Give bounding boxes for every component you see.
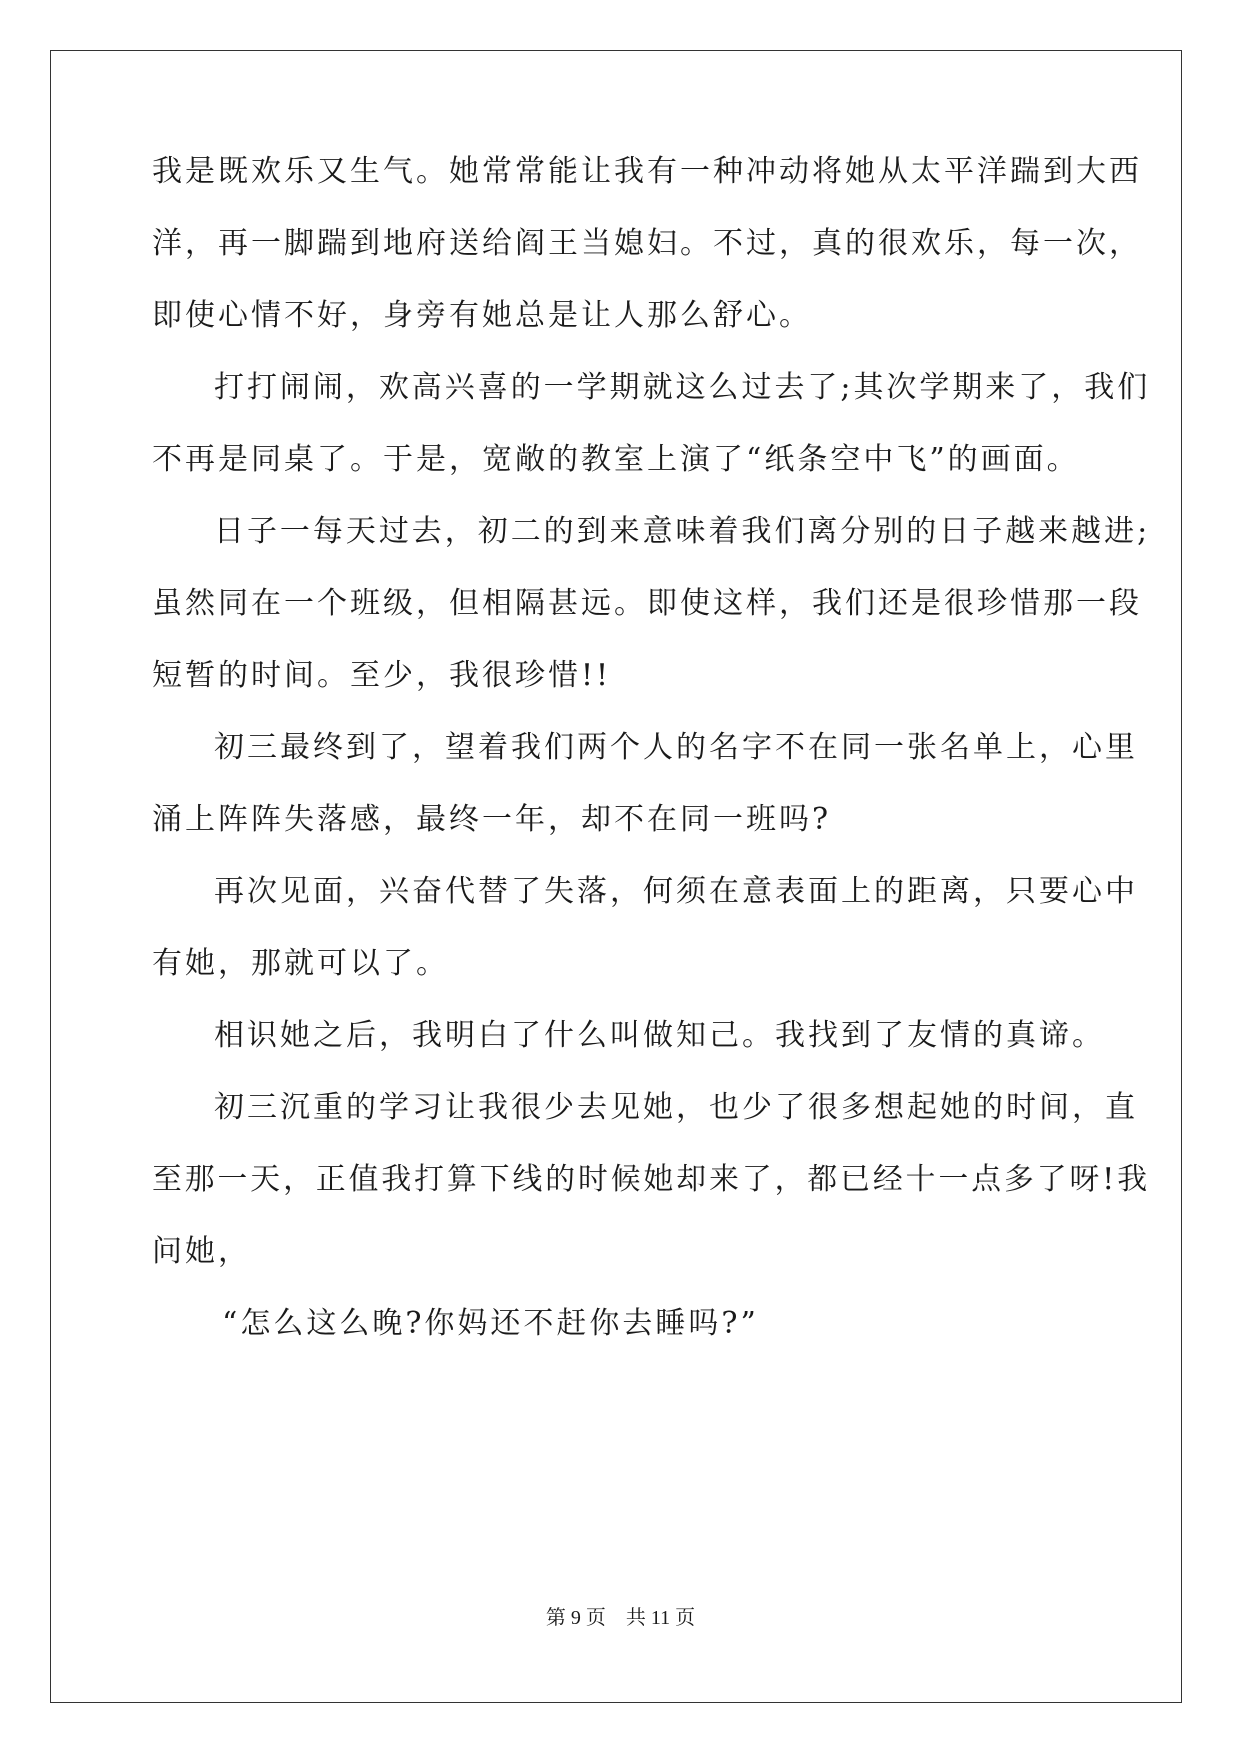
paragraph-first-line: 日子一每天过去，初二的到来意味着我们离分别的日子越来越进;	[214, 514, 1151, 549]
quote-line: “怎么这么晚?你妈还不赶你去睡吗?”	[222, 1306, 759, 1341]
text-line: 虽然同在一个班级，但相隔甚远。即使这样，我们还是很珍惜那一段	[152, 586, 1142, 621]
paragraph-first-line: 初三沉重的学习让我很少去见她，也少了很多想起她的时间，直	[214, 1090, 1138, 1125]
text-line: 我是既欢乐又生气。她常常能让我有一种冲动将她从太平洋踹到大西	[152, 154, 1142, 189]
paragraph-first-line: 再次见面，兴奋代替了失落，何须在意表面上的距离，只要心中	[214, 874, 1138, 909]
text-line: 有她，那就可以了。	[152, 946, 449, 981]
text-line: 问她，	[152, 1234, 251, 1269]
text-line: 洋，再一脚踹到地府送给阎王当媳妇。不过，真的很欢乐，每一次，	[152, 226, 1142, 261]
text-line: 不再是同桌了。于是，宽敞的教室上演了“纸条空中飞”的画面。	[152, 442, 1080, 477]
text-line: 即使心情不好，身旁有她总是让人那么舒心。	[152, 298, 812, 333]
text-line: 短暂的时间。至少，我很珍惜!!	[152, 658, 612, 693]
text-line: 至那一天，正值我打算下线的时候她却来了，都已经十一点多了呀!我	[152, 1162, 1151, 1197]
paragraph-first-line: 初三最终到了，望着我们两个人的名字不在同一张名单上，心里	[214, 730, 1138, 765]
text-line: 涌上阵阵失落感，最终一年，却不在同一班吗?	[152, 802, 832, 837]
paragraph-first-line: 相识她之后，我明白了什么叫做知己。我找到了友情的真谛。	[214, 1018, 1105, 1053]
page-number: 第 9 页 共 11 页	[545, 1607, 696, 1629]
paragraph-first-line: 打打闹闹，欢高兴喜的一学期就这么过去了;其次学期来了，我们	[214, 370, 1151, 405]
